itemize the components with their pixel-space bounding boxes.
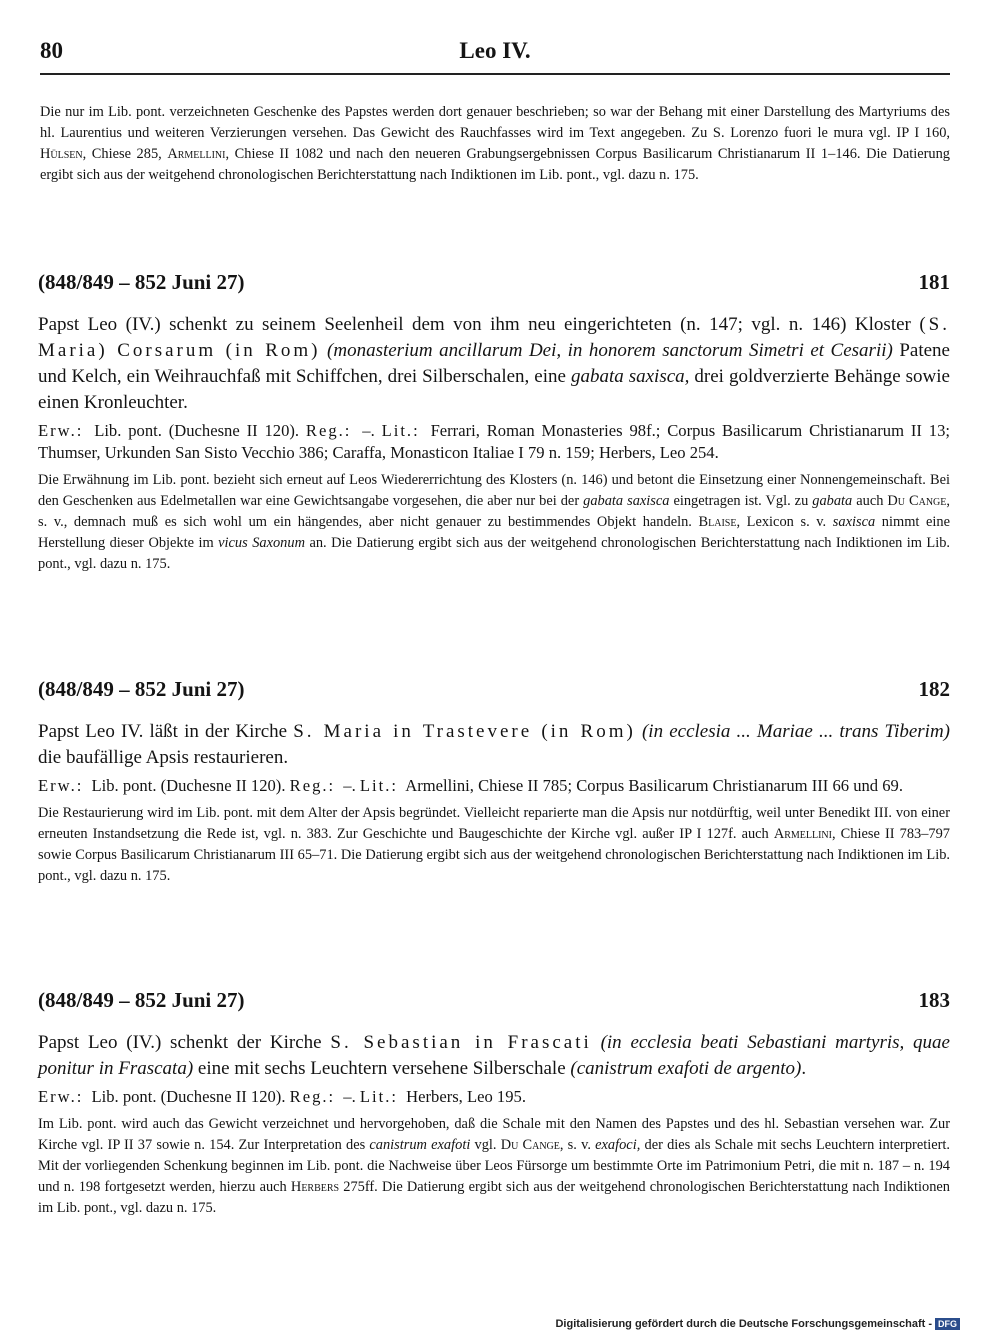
entry-number: 182: [918, 677, 950, 701]
regest-entry-183: [38, 988, 950, 1219]
regest-latin: (canistrum exafoti de argento): [570, 1058, 802, 1079]
footer-text: Digitalisierung gefördert durch die Deutsche Forschungsgemeinschaft -: [555, 1318, 932, 1330]
note-latin: saxisca: [832, 514, 876, 530]
refs-label-erw: Erw.:: [38, 776, 84, 795]
refs-text: –.: [339, 776, 360, 795]
regest-part: Papst Leo IV. läßt in der Kirche: [38, 721, 294, 742]
regest-latin: (in ecclesia beati Sebastiani martyris, quae ponitur in Frascata): [38, 1032, 950, 1079]
refs-label-lit: Lit.:: [381, 421, 420, 440]
regest-latin: gabata saxisca,: [570, 366, 690, 387]
refs-label-lit: Lit.:: [359, 1087, 399, 1106]
regest-part: .: [801, 1058, 807, 1079]
note-latin: canistrum exafoti: [369, 1137, 471, 1153]
commentary-note: [38, 1114, 950, 1219]
author-name: Hülsen: [40, 146, 83, 162]
note-text: eingetragen ist. Vgl. zu: [669, 493, 813, 509]
regest-part: die baufällige Apsis restaurieren.: [38, 747, 289, 768]
regest-text: [38, 312, 950, 416]
note-text: Im Lib. pont. wird auch das Gewicht verzeichnet und hervorgehoben, daß die Schale mit den Namen des Papstes und des hl. Sebastian versehen war. Zur Kirche vgl. IP II 37 sowie n. 154. Zur Interpretation des: [38, 1116, 950, 1153]
regest-entry-182: [38, 677, 950, 887]
author-name: Du Cange: [887, 493, 947, 509]
author-name: Armellini: [773, 826, 832, 842]
footer-credit: [555, 1318, 960, 1330]
refs-text: Lib. pont. (Duchesne II 120).: [87, 421, 306, 440]
author-name: Du Cange: [500, 1137, 560, 1153]
regest-part: Patene und Kelch, ein Weihrauchfaß mit Schiffchen, drei Silberschalen, eine: [38, 340, 950, 387]
note-latin: gabata saxisca: [583, 493, 670, 509]
regest-text: [38, 719, 950, 771]
entry-date: (848/849 – 852 Juni 27): [38, 988, 245, 1012]
note-text: , Chiese II 1082 und nach den neueren Grabungsergebnissen Corpus Basilicarum Christianarum II 1–146. Die Datierung ergibt sich aus der weitgehend chronologischen Berichterstattung nach Indiktionen im Lib. pont., vgl. dazu n. 175.: [40, 146, 950, 183]
regest-text: [38, 1030, 950, 1082]
regest-latin: (monasterium ancillarum Dei, in honorem sanctorum Simetri et Cesarii): [327, 340, 893, 361]
refs-text: Lib. pont. (Duchesne II 120).: [87, 1087, 290, 1106]
commentary-note: [38, 470, 950, 575]
note-text: , Chiese 285,: [82, 146, 168, 162]
author-name: Armellini: [167, 146, 226, 162]
entry-heading: [38, 270, 950, 304]
entry-heading: [38, 988, 950, 1022]
running-title: Leo IV.: [459, 38, 531, 63]
note-text: 275ff. Die Datierung ergibt sich aus der weitgehend chronologischen Berichterstattung nach Indiktionen im Lib. pont., vgl. dazu n. 175.: [38, 1179, 951, 1216]
entry-number: 183: [918, 988, 950, 1012]
regest-part: Papst Leo (IV.) schenkt der Kirche: [38, 1032, 331, 1053]
note-text: auch: [852, 493, 888, 509]
refs-text: –.: [339, 1087, 360, 1106]
refs-text: Lib. pont. (Duchesne II 120).: [87, 776, 290, 795]
note-text: , Chiese II 783–797 sowie Corpus Basilicarum Christianarum III 65–71. Die Datierung ergibt sich aus der weitgehend chronologischen Berichterstattung nach Indiktionen im Lib. pont., vgl. dazu n. 175.: [38, 826, 950, 884]
dfg-logo-icon: DFG: [935, 1318, 960, 1330]
entry-date: (848/849 – 852 Juni 27): [38, 270, 245, 294]
regest-place: (S. Maria) Corsarum (in Rom): [38, 314, 950, 361]
refs-text: Ferrari, Roman Monasteries 98f.; Corpus Basilicarum Christianarum II 13; Thumser, Urkunden San Sisto Vecchio 386; Caraffa, Monasticon Italiae I 79 n. 159; Herbers, Leo 254.: [38, 421, 950, 462]
header-divider: [40, 73, 950, 75]
regest-part: Papst Leo (IV.) schenkt zu seinem Seelenheil dem von ihm neu eingerichteten (n. 147; vgl. n. 146) Kloster: [38, 314, 920, 335]
note-text: vgl.: [470, 1137, 501, 1153]
refs-label-erw: Erw.:: [38, 1087, 84, 1106]
note-text: , Lexicon s. v.: [736, 514, 833, 530]
page-header: [40, 38, 950, 70]
references: [38, 775, 950, 797]
note-text: Die Restaurierung wird im Lib. pont. mit dem Alter der Apsis begründet. Vielleicht reparierte man die Apsis nur notdürftig, weil unter Benedikt III. von einer erneuten Instandsetzung die Rede ist, vgl. n. 383. Zur Geschichte und Baugeschichte der Kirche vgl. außer IP I 127f. auch: [38, 805, 950, 842]
regest-part: eine mit sechs Leuchtern versehene Silberschale: [193, 1058, 571, 1079]
refs-text: Armellini, Chiese II 785; Corpus Basilicarum Christianarum III 66 und 69.: [402, 776, 903, 795]
entry-heading: [38, 677, 950, 711]
commentary-note: [38, 803, 950, 887]
note-latin: gabata: [812, 493, 853, 509]
refs-label-reg: Reg.:: [305, 421, 352, 440]
entry-number: 181: [918, 270, 950, 294]
intro-note: [40, 102, 950, 186]
refs-label-lit: Lit.:: [359, 776, 399, 795]
author-name: Blaise: [698, 514, 737, 530]
references: [38, 1086, 950, 1108]
regest-place: S. Maria in Trastevere (in Rom): [293, 721, 636, 742]
note-text: Die Erwähnung im Lib. pont. bezieht sich erneut auf Leos Wiedererrichtung des Klosters (n. 146) und betont die Einsetzung einer Nonnengemeinschaft. Bei den Geschenken aus Edelmetallen war eine Gewichtsangabe vorgesehen, die aber nur bei der: [38, 472, 950, 509]
refs-label-erw: Erw.:: [38, 421, 84, 440]
note-text: Die nur im Lib. pont. verzeichneten Geschenke des Papstes werden dort genauer beschrieben; so war der Behang mit einer Darstellung des Martyriums des hl. Laurentius und weiteren Verzierungen versehen. Das Gewicht des Rauchfasses wird im Text angegeben. Zu S. Lorenzo fuori le mura vgl. IP I 160,: [40, 104, 950, 141]
regest-part: drei goldverzierte Behänge sowie einen Kronleuchter.: [38, 366, 950, 413]
note-text: an. Die Datierung ergibt sich aus der weitgehend chronologischen Berichterstattung nach Indiktionen im Lib. pont., vgl. dazu n. 175.: [38, 535, 950, 572]
note-text: der dies als Schale mit sechs Leuchtern interpretiert. Mit der vorliegenden Schenkung beginnen im Lib. pont. die Nachweise über Leos Fürsorge um bestimmte Orte im Patrimonium Petri, die mit n. 187 – n. 194 und n. 198 fortgesetzt werden, hierzu auch: [38, 1137, 950, 1195]
note-latin: exafoci,: [595, 1137, 641, 1153]
note-text: nimmt eine Herstellung dieser Objekte im: [38, 514, 950, 551]
entry-date: (848/849 – 852 Juni 27): [38, 677, 245, 701]
refs-text: –.: [355, 421, 382, 440]
regest-latin: (in ecclesia ... Mariae ... trans Tiberim): [641, 721, 950, 742]
regest-place: S. Sebastian in Frascati: [330, 1032, 592, 1053]
references: [38, 420, 950, 464]
page-number: 80: [40, 38, 63, 63]
note-text: , s. v.: [559, 1137, 596, 1153]
note-latin: vicus Saxonum: [218, 535, 305, 551]
refs-label-reg: Reg.:: [289, 776, 336, 795]
regest-entry-181: [38, 270, 950, 575]
note-text: , s. v., demnach muß es sich wohl um ein hängendes, aber nicht genauer zu bestimmendes Objekt handeln.: [38, 493, 950, 530]
regest-part: [592, 1032, 601, 1053]
refs-text: Herbers, Leo 195.: [402, 1087, 526, 1106]
refs-label-reg: Reg.:: [289, 1087, 336, 1106]
author-name: Herbers: [290, 1179, 340, 1195]
